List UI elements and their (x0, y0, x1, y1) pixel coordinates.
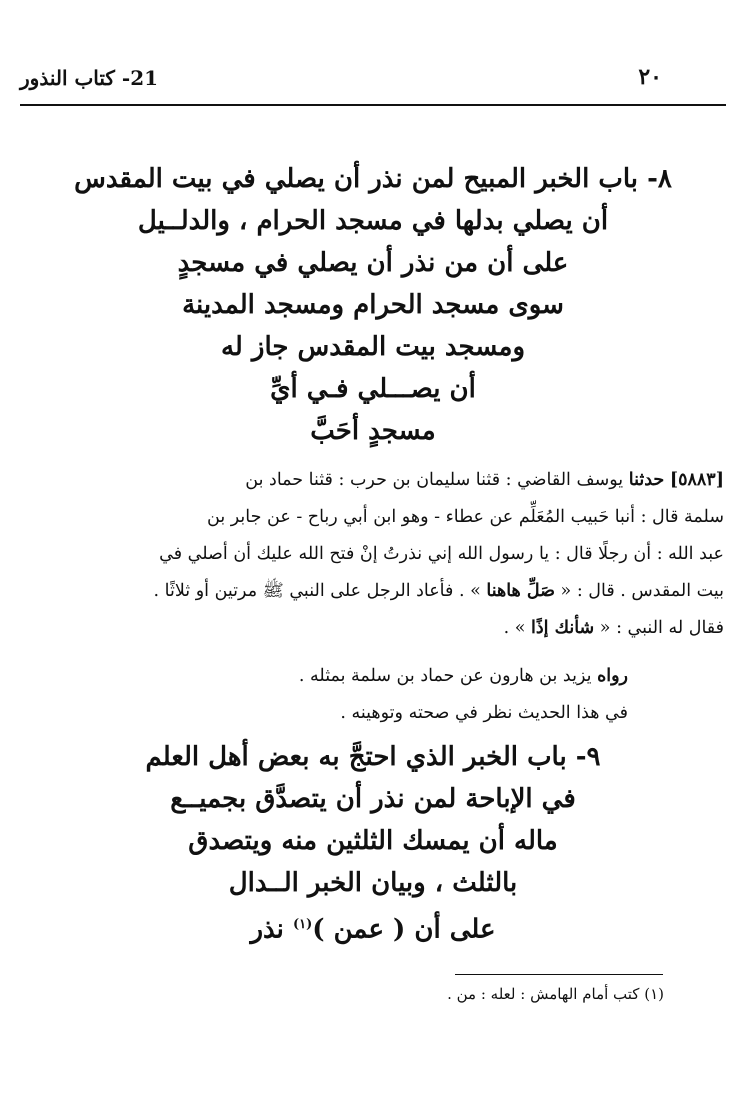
hadith-line-text: يوسف القاضي : قثنا سليمان بن حرب : قثنا حماد بن (245, 470, 624, 490)
chapter-9-line: في الإباحة لمن نذر أن يتصدَّق بجميــع (170, 784, 576, 814)
chapter-8-line: ومسجد بيت المقدس جاز له (220, 332, 526, 362)
quote-open: « (599, 618, 611, 638)
hadith-line (22, 462, 724, 499)
chapter-8-heading (60, 158, 686, 452)
rawah-note (22, 658, 724, 695)
header-divider (20, 104, 726, 106)
chapter-8-line: أن يصلي بدلها في مسجد الحرام ، والدلــيل (137, 206, 609, 236)
chapter-8-line: مسجدٍ أحَبَّ (310, 416, 436, 446)
footnote: (١) كتب أمام الهامش : لعله : من . (447, 985, 664, 1003)
page-number: ٢٠ (638, 64, 662, 90)
chapter-9-heading (60, 736, 686, 951)
chapter-9-line-text: نذر (250, 914, 284, 945)
hadith-notes (22, 658, 724, 732)
hadith-line-text: فقال له النبي : (616, 618, 724, 638)
hadith-line-text: » . فأعاد الرجل على النبي ﷺ مرتين أو ثلاثًا . (153, 581, 481, 601)
narration-word: حدثنا (628, 470, 665, 490)
hadith-line: سلمة قال : أنبا حَبيب المُعَلِّم عن عطاء - وهو ابن أبي رباح - عن جابر بن (207, 507, 724, 527)
prophet-quote: شأنك إذًا (530, 618, 595, 638)
chapter-9-line: ماله أن يمسك الثلثين منه ويتصدق (188, 826, 558, 856)
page-header (20, 58, 726, 98)
chapter-9-line: بالثلث ، وبيان الخبر الــدال (228, 868, 518, 898)
hadith-line (22, 610, 724, 647)
hadith-number: [٥٨٨٣] (669, 470, 724, 490)
chapter-9-line (60, 904, 686, 951)
hadith-line: عبد الله : أن رجلًا قال : يا رسول الله إني نذرتُ إنْ فتح الله عليك أن أصلي في (159, 544, 724, 564)
chapter-8-line: على أن من نذر أن يصلي في مسجدٍ (177, 248, 569, 278)
chapter-8-line: أن يصـــلي فـي أيِّ (270, 374, 476, 404)
footnote-divider (455, 974, 663, 975)
chapter-9-line-text: على أن ( عمن ) (312, 914, 496, 945)
chapter-9-line: ٩- باب الخبر الذي احتجَّ به بعض أهل العلم (145, 742, 601, 772)
running-title: 21- كتاب النذور (20, 66, 159, 90)
footnote-marker: (١) (292, 917, 313, 932)
chapter-8-line: سوى مسجد الحرام ومسجد المدينة (182, 290, 564, 320)
prophet-quote: صَلِّ هاهنا (486, 581, 555, 601)
hadith-line-text: بيت المقدس . قال : « (560, 581, 724, 601)
hadith-text (22, 462, 724, 647)
hadith-line-text: » . (503, 618, 526, 638)
hadith-line (22, 573, 724, 610)
rawah-word: رواه (597, 666, 628, 686)
authenticity-comment: في هذا الحديث نظر في صحته وتوهينه . (340, 703, 628, 723)
rawah-text: يزيد بن هارون عن حماد بن سلمة بمثله . (298, 666, 592, 686)
chapter-8-line: ٨- باب الخبر المبيح لمن نذر أن يصلي في بيت المقدس (74, 164, 672, 194)
